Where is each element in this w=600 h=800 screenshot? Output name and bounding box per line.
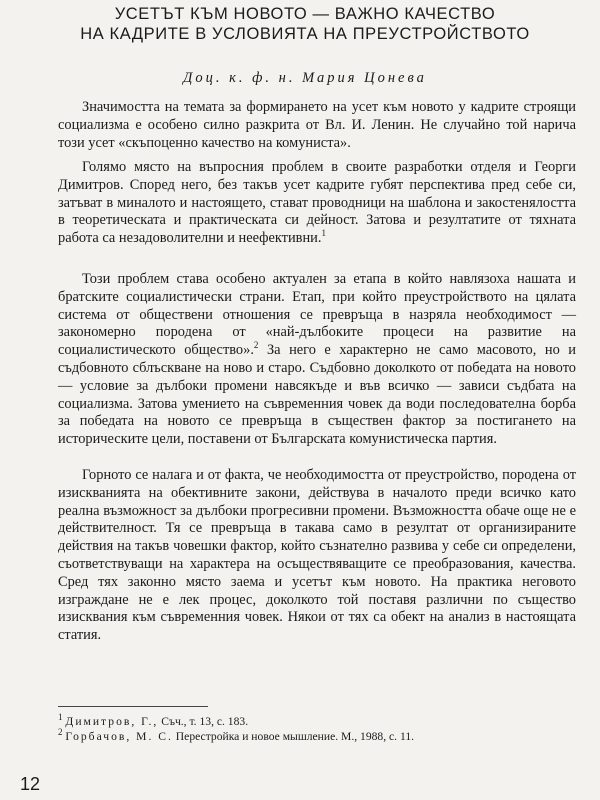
paragraph-3-text: Този проблем става особено актуален за етапа в който навлязоха нашата и братските социалистически страни. Етап, при който преустройството на цялата система от обществени отношения се превръща в назряла необходимост — закономерно породена от «най-дълбоките процеси на развитие на социалистическото общество». [58,271,576,359]
paragraph-2-text: Голямо място на въпросния проблем в своите разработки отделя и Георги Димитров. Според него, без такъв усет кадрите губят перспектива пред себе си, затъват в миналото и настоящето, стават проводници на шаблона и закостенялостта в теоретическата и практическата си дейност. Затова и резултатите от тяхната работа са незадоволителни и неефективни. [58,159,576,247]
article-title-line-1: УСЕТЪТ КЪМ НОВОТО — ВАЖНО КАЧЕСТВО [114,5,496,23]
article-title-line-2: НА КАДРИТЕ В УСЛОВИЯТА НА ПРЕУСТРОЙСТВОТО [80,25,530,43]
footnote-2-mark: 2 [58,727,63,738]
paragraph-2 [58,159,576,248]
footnote-2-text: Перестройка и новое мышление. М., 1988, с. 11. [172,730,415,743]
paragraph-1 [58,99,576,152]
paragraph-4-text: Горното се налага и от факта, че необходимостта от преустройство, породена от изискванията на обективните закони, действува в началото преди всичко като реална възможност за дълбоки прогресивни промени. Възможността обаче още не е действителност. Тя се превръща в такава само в резултат от организираните действия на такъв човешки фактор, който съзнателно развива у себе си определени, съответствуващи на характера на осъществяващите се преобразования, качества. Сред тях законно място заема и усетът към новото. На практика неговото изграждане не е лек процес, доколкото той поставя различни по същество изисквания към съвременния човек. Някои от тях са обект на анализ в настоящата статия. [58,467,576,644]
footnote-1-author: Димитров, Г., [65,715,159,728]
footnote-divider [58,706,208,707]
paragraph-3 [58,271,576,449]
footnote-ref-1: 1 [321,228,326,239]
footnote-2-author: Горбачов, М. С. [65,730,173,743]
footnote-1-mark: 1 [58,712,63,723]
footnote-1-text: Съч., т. 13, с. 183. [158,715,249,728]
article-author: Доц. к. ф. н. Мария Цонева [183,70,427,86]
paragraph-4 [58,467,576,645]
footnote-2 [58,727,578,744]
footnote-ref-2: 2 [253,340,259,351]
paragraph-3-continuation: За него е характерно не само масовото, но и съдбовното сблъскване на ново и старо. Съдбовно доколкото от победата на новото — условие за дълбоки промени навсякъде и във всичко — зависи съдбата на социализма. Затова умението на съвременния човек да води последователна борба за победата на новото се превръща в съществен фактор за постигането на историческите цели, поставени от Българската комунистическа партия. [58,342,576,448]
page-number: 12 [20,774,41,794]
paragraph-1-text: Значимостта на темата за формирането на усет към новото у кадрите строящи социализма е особено силно разкрита от Вл. И. Ленин. Не случайно той нарича този усет «скъпоценно качество на комуниста». [58,99,576,151]
footnote-1 [58,712,578,729]
